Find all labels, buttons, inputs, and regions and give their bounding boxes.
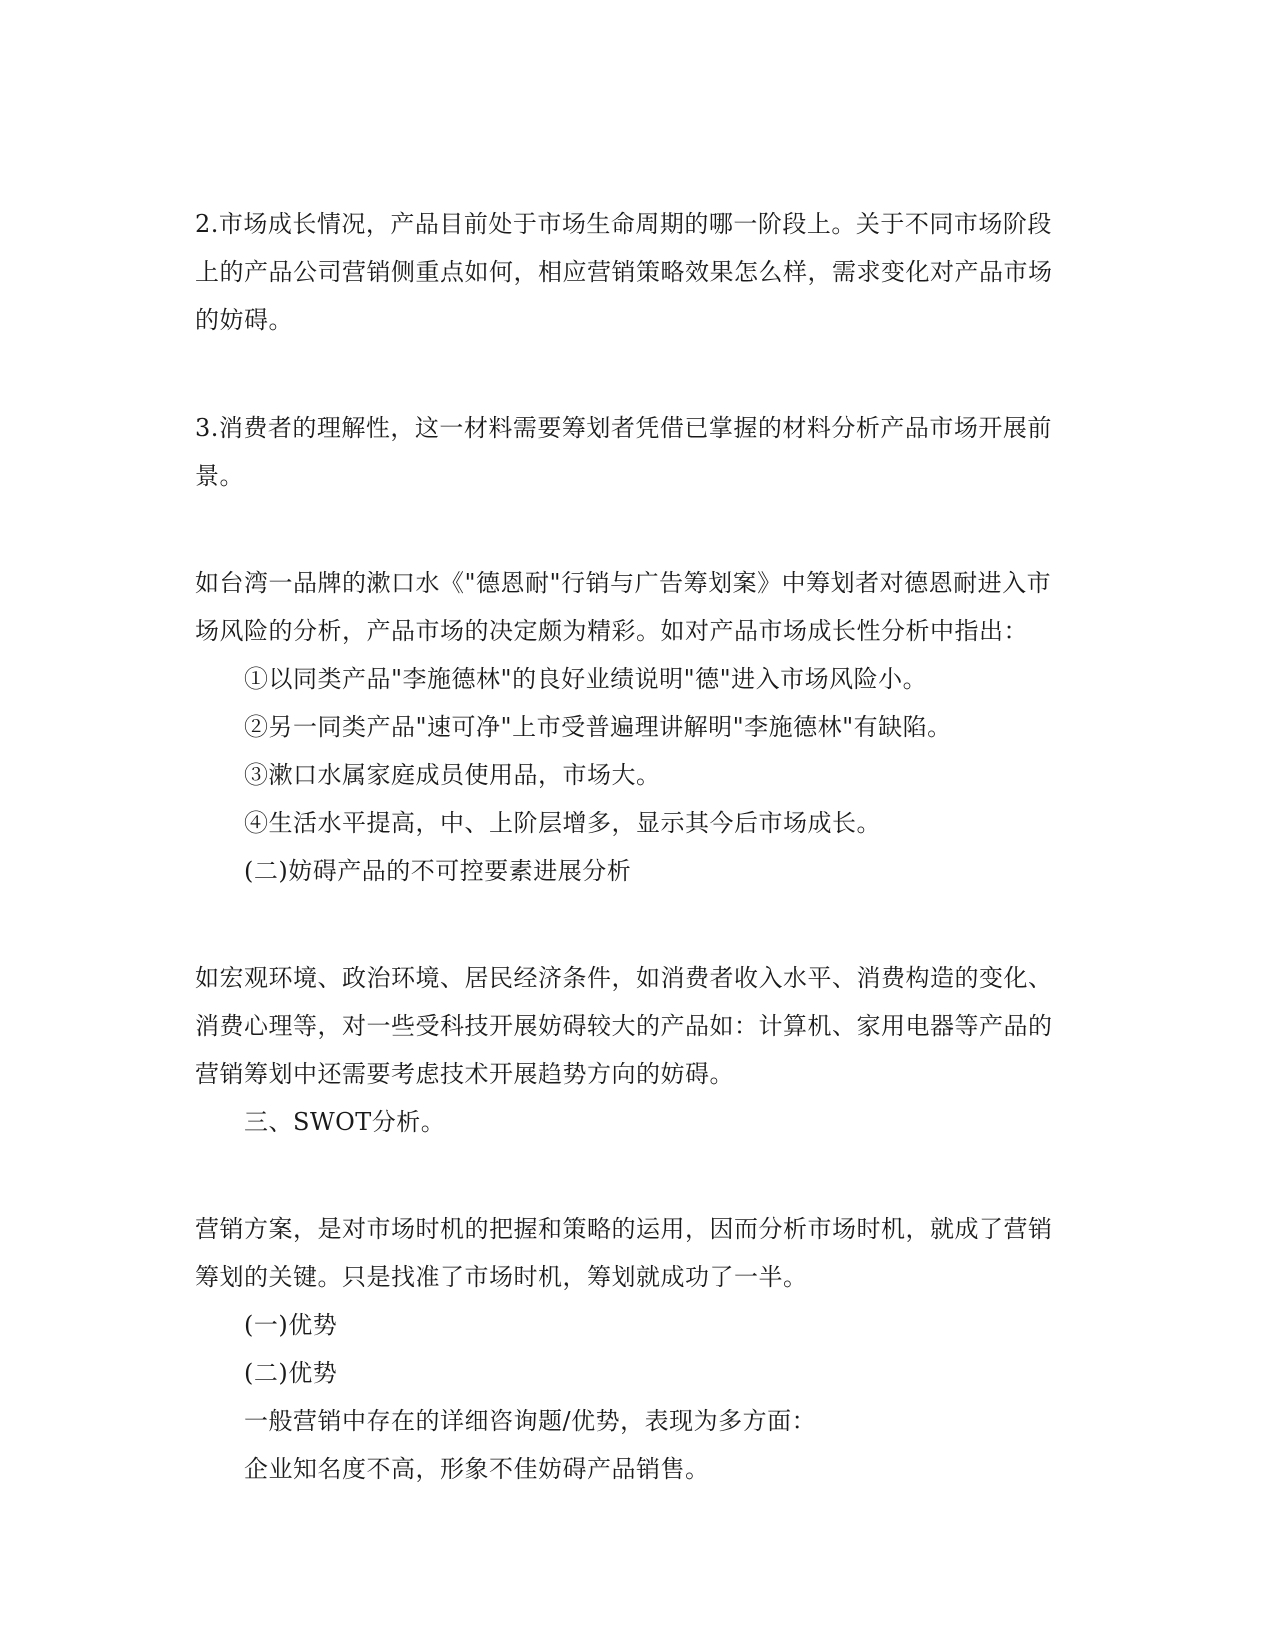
point-1: ①以同类产品"李施德林"的良好业绩说明"德"进入市场风险小。 bbox=[244, 665, 928, 693]
para1-line3: 的妨碍。 bbox=[195, 306, 293, 334]
general-issue-line: 一般营销中存在的详细咨询题/优势，表现为多方面： bbox=[244, 1407, 817, 1435]
section-swot-heading: 三、SWOT分析。 bbox=[244, 1108, 446, 1136]
para2-line2: 景。 bbox=[195, 462, 244, 490]
last-line: 企业知名度不高，形象不佳妨碍产品销售。 bbox=[244, 1455, 710, 1483]
para2-line1: 3.消费者的理解性，这一材料需要筹划者凭借已掌握的材料分析产品市场开展前 bbox=[195, 414, 1052, 442]
para1-line1: 2.市场成长情况，产品目前处于市场生命周期的哪一阶段上。关于不同市场阶段 bbox=[195, 210, 1052, 238]
para5-line1: 营销方案，是对市场时机的把握和策略的运用，因而分析市场时机，就成了营销 bbox=[195, 1215, 1053, 1243]
subheading-uncontrollable-factors: (二)妨碍产品的不可控要素进展分析 bbox=[244, 857, 632, 885]
point-3: ③漱口水属家庭成员使用品，市场大。 bbox=[244, 761, 661, 789]
point-2: ②另一同类产品"速可净"上市受普遍理讲解明"李施德林"有缺陷。 bbox=[244, 713, 952, 741]
para3-line2: 场风险的分析，产品市场的决定颇为精彩。如对产品市场成长性分析中指出： bbox=[195, 617, 1028, 645]
para5-line2: 筹划的关键。只是找准了市场时机，筹划就成功了一半。 bbox=[195, 1263, 808, 1291]
para3-line1: 如台湾一品牌的漱口水《"德恩耐"行销与广告筹划案》中筹划者对德恩耐进入市 bbox=[195, 569, 1052, 597]
para4-line3: 营销筹划中还需要考虑技术开展趋势方向的妨碍。 bbox=[195, 1060, 734, 1088]
point-4: ④生活水平提高，中、上阶层增多，显示其今后市场成长。 bbox=[244, 809, 881, 837]
subheading-strength-2: (二)优势 bbox=[244, 1359, 338, 1387]
para1-line2: 上的产品公司营销侧重点如何，相应营销策略效果怎么样，需求变化对产品市场 bbox=[195, 258, 1053, 286]
para4-line2: 消费心理等，对一些受科技开展妨碍较大的产品如：计算机、家用电器等产品的 bbox=[195, 1012, 1053, 1040]
para4-line1: 如宏观环境、政治环境、居民经济条件，如消费者收入水平、消费构造的变化、 bbox=[195, 964, 1053, 992]
subheading-strength-1: (一)优势 bbox=[244, 1311, 338, 1339]
